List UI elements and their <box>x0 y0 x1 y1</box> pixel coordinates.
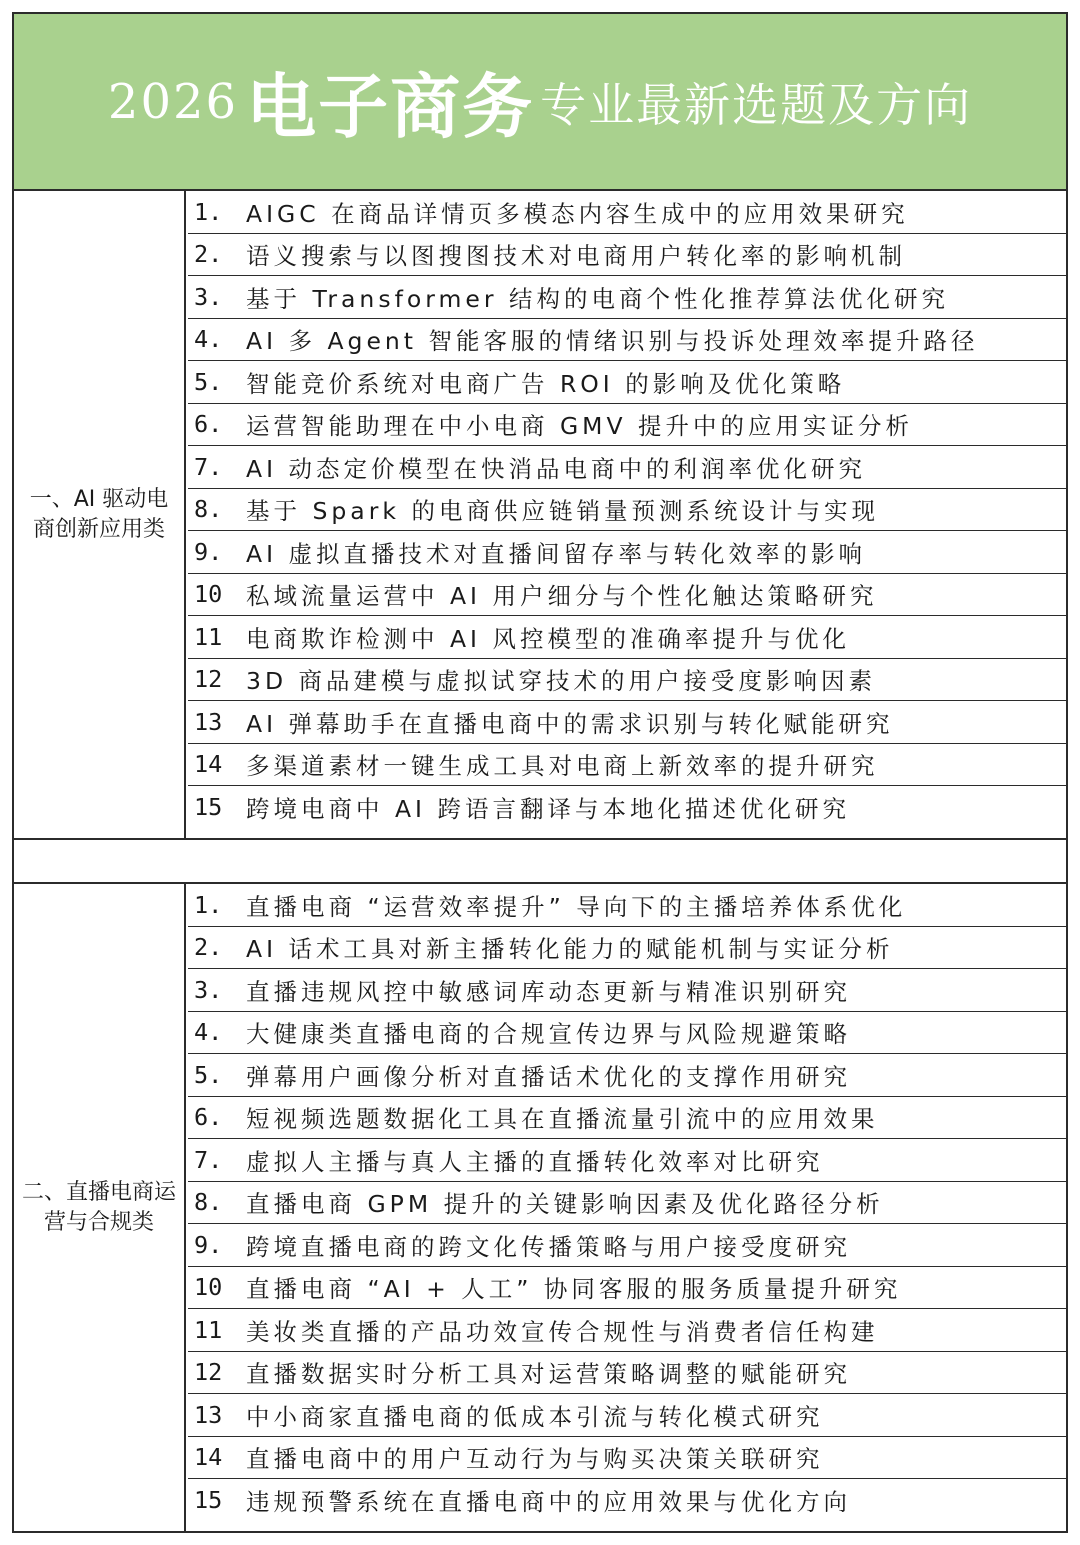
topic-text: 直播电商 “AI + 人工” 协同客服的服务质量提升研究 <box>246 1275 902 1304</box>
topic-row <box>188 574 1066 617</box>
topic-text: 直播电商 “运营效率提升” 导向下的主播培养体系优化 <box>246 892 907 921</box>
title-year: 2026 <box>107 73 239 130</box>
topic-list <box>188 884 1066 1522</box>
topic-row <box>188 234 1066 277</box>
topic-text: 多渠道素材一键生成工具对电商上新效率的提升研究 <box>246 752 879 781</box>
title-banner <box>14 14 1066 191</box>
topic-row <box>188 319 1066 362</box>
topic-row <box>188 446 1066 489</box>
topic-number: 2. <box>194 240 223 269</box>
topic-number: 10 <box>194 1273 223 1302</box>
topic-text: 基于 Transformer 结构的电商个性化推荐算法优化研究 <box>246 284 949 313</box>
topic-row <box>188 1054 1066 1097</box>
topic-row <box>188 1012 1066 1055</box>
topic-row <box>188 659 1066 702</box>
topic-row <box>188 927 1066 970</box>
topic-number: 12 <box>194 1358 223 1387</box>
topic-text: 虚拟人主播与真人主播的直播转化效率对比研究 <box>246 1147 824 1176</box>
topic-number: 9. <box>194 1230 223 1259</box>
topic-row <box>188 404 1066 447</box>
topic-row <box>188 1224 1066 1267</box>
topic-row <box>188 1139 1066 1182</box>
topic-number: 7. <box>194 452 223 481</box>
topic-number: 13 <box>194 1400 223 1429</box>
topic-row <box>188 701 1066 744</box>
topic-text: 运营智能助理在中小电商 GMV 提升中的应用实证分析 <box>246 412 914 441</box>
topic-number: 11 <box>194 1315 223 1344</box>
topic-row <box>188 616 1066 659</box>
topic-row <box>188 744 1066 787</box>
topic-text: 大健康类直播电商的合规宣传边界与风险规避策略 <box>246 1020 851 1049</box>
topic-text: AI 弹幕助手在直播电商中的需求识别与转化赋能研究 <box>246 709 894 738</box>
topic-text: 跨境电商中 AI 跨语言翻译与本地化描述优化研究 <box>246 795 850 824</box>
title-rest: 专业最新选题及方向 <box>540 77 973 132</box>
topic-number: 4. <box>194 325 223 354</box>
topic-text: 跨境直播电商的跨文化传播策略与用户接受度研究 <box>246 1232 851 1261</box>
topic-number: 12 <box>194 665 223 694</box>
topic-row <box>188 1309 1066 1352</box>
topic-row <box>188 1394 1066 1437</box>
topic-number: 3. <box>194 282 223 311</box>
topic-number: 14 <box>194 1443 223 1472</box>
topic-row <box>188 1437 1066 1480</box>
topic-text: AI 话术工具对新主播转化能力的赋能机制与实证分析 <box>246 935 894 964</box>
title-main: 电子商务 <box>246 66 535 148</box>
topic-number: 1. <box>194 197 223 226</box>
category-cell: 一、AI 驱动电商创新应用类 <box>14 191 186 838</box>
topic-text: 直播电商中的用户互动行为与购买决策关联研究 <box>246 1445 824 1474</box>
topic-number: 6. <box>194 410 223 439</box>
topic-text: 弹幕用户画像分析对直播话术优化的支撑作用研究 <box>246 1062 851 1091</box>
topic-number: 14 <box>194 750 223 779</box>
topic-text: AIGC 在商品详情页多模态内容生成中的应用效果研究 <box>246 199 909 228</box>
topic-row <box>188 1182 1066 1225</box>
topic-number: 8. <box>194 1188 223 1217</box>
topic-text: 直播电商 GPM 提升的关键影响因素及优化路径分析 <box>246 1190 884 1219</box>
topic-row <box>188 489 1066 532</box>
topic-number: 4. <box>194 1018 223 1047</box>
topic-number: 13 <box>194 707 223 736</box>
topic-number: 8. <box>194 495 223 524</box>
topic-text: 电商欺诈检测中 AI 风控模型的准确率提升与优化 <box>246 624 850 653</box>
topic-text: 私域流量运营中 AI 用户细分与个性化触达策略研究 <box>246 582 878 611</box>
topic-number: 1. <box>194 890 223 919</box>
topic-row <box>188 531 1066 574</box>
topic-text: 智能竞价系统对电商广告 ROI 的影响及优化策略 <box>246 369 846 398</box>
topic-text: 直播违规风控中敏感词库动态更新与精准识别研究 <box>246 977 851 1006</box>
topic-row <box>188 969 1066 1012</box>
topic-number: 5. <box>194 1060 223 1089</box>
topic-number: 10 <box>194 580 223 609</box>
topic-table <box>12 12 1068 1533</box>
topic-row <box>188 276 1066 319</box>
topic-number: 9. <box>194 537 223 566</box>
topic-number: 5. <box>194 367 223 396</box>
topic-number: 3. <box>194 975 223 1004</box>
topic-text: 基于 Spark 的电商供应链销量预测系统设计与实现 <box>246 497 879 526</box>
topic-text: AI 多 Agent 智能客服的情绪识别与投诉处理效率提升路径 <box>246 327 979 356</box>
spacer-row <box>14 840 1066 884</box>
topic-list <box>188 191 1066 829</box>
topic-number: 15 <box>194 1486 223 1515</box>
topic-text: 直播数据实时分析工具对运营策略调整的赋能研究 <box>246 1360 851 1389</box>
topic-text: AI 动态定价模型在快消品电商中的利润率优化研究 <box>246 454 866 483</box>
topic-row <box>188 361 1066 404</box>
topic-row <box>188 786 1066 829</box>
topic-text: 违规预警系统在直播电商中的应用效果与优化方向 <box>246 1488 851 1517</box>
topic-row <box>188 1352 1066 1395</box>
section-ai-ecommerce <box>14 191 1066 840</box>
topic-row <box>188 1097 1066 1140</box>
topic-text: 3D 商品建模与虚拟试穿技术的用户接受度影响因素 <box>246 667 877 696</box>
topic-number: 2. <box>194 933 223 962</box>
topic-row <box>188 884 1066 927</box>
topic-number: 11 <box>194 622 223 651</box>
topic-row <box>188 191 1066 234</box>
topic-row <box>188 1479 1066 1522</box>
topic-number: 6. <box>194 1103 223 1132</box>
topic-text: 美妆类直播的产品功效宣传合规性与消费者信任构建 <box>246 1317 879 1346</box>
topic-text: 语义搜索与以图搜图技术对电商用户转化率的影响机制 <box>246 242 906 271</box>
section-live-ecommerce <box>14 884 1066 1531</box>
topic-row <box>188 1267 1066 1310</box>
topic-text: 短视频选题数据化工具在直播流量引流中的应用效果 <box>246 1105 879 1134</box>
category-cell: 二、直播电商运营与合规类 <box>14 884 186 1531</box>
topic-number: 7. <box>194 1145 223 1174</box>
topic-number: 15 <box>194 793 223 822</box>
topic-text: 中小商家直播电商的低成本引流与转化模式研究 <box>246 1402 824 1431</box>
topic-text: AI 虚拟直播技术对直播间留存率与转化效率的影响 <box>246 539 866 568</box>
